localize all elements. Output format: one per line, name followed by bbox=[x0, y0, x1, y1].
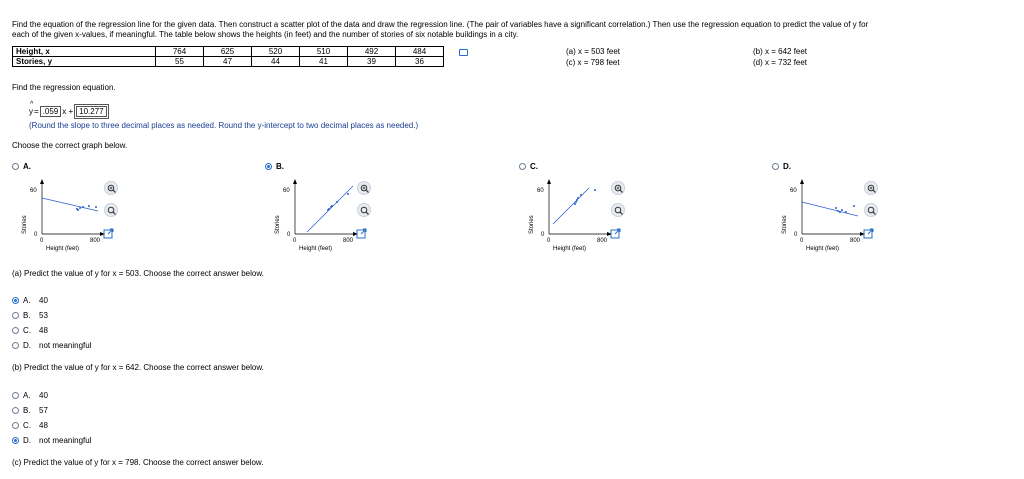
row-label-height: Height, x bbox=[13, 47, 156, 57]
hat-accent: ^ bbox=[30, 101, 34, 108]
answer-a-option-c[interactable] bbox=[12, 325, 48, 336]
table-cell: 47 bbox=[204, 57, 252, 67]
x-tick-0: 0 bbox=[547, 238, 551, 244]
y-tick-60: 60 bbox=[30, 188, 37, 194]
answer-b-option-b[interactable] bbox=[12, 405, 48, 416]
data-point bbox=[347, 193, 349, 195]
table-cell: 44 bbox=[252, 57, 300, 67]
table-cell: 510 bbox=[300, 47, 348, 57]
table-cell: 55 bbox=[156, 57, 204, 67]
option-letter: B. bbox=[23, 406, 31, 415]
answer-a-option-b[interactable] bbox=[12, 310, 48, 321]
option-text: 53 bbox=[39, 311, 48, 320]
part-b-label: (b) x = 642 feet bbox=[753, 47, 808, 56]
regression-line bbox=[553, 188, 589, 224]
option-text: not meaningful bbox=[39, 341, 92, 350]
copy-table-icon[interactable] bbox=[459, 49, 468, 56]
parts-list-right bbox=[753, 46, 807, 68]
table-cell: 484 bbox=[396, 47, 444, 57]
y-tick-60: 60 bbox=[283, 188, 290, 194]
option-letter: C. bbox=[23, 326, 31, 335]
part-a-label: (a) x = 503 feet bbox=[566, 47, 621, 56]
y-axis-arrow bbox=[293, 179, 297, 184]
parts-list-left bbox=[566, 46, 620, 68]
option-letter: B. bbox=[23, 311, 31, 320]
x-plus-text: x + bbox=[62, 107, 74, 116]
option-letter: D. bbox=[783, 162, 791, 171]
table-cell: 41 bbox=[300, 57, 348, 67]
graph-option-b[interactable] bbox=[265, 162, 284, 171]
regression-line bbox=[42, 198, 98, 211]
option-text: 48 bbox=[39, 421, 48, 430]
x-tick-800: 800 bbox=[90, 238, 101, 244]
data-point bbox=[580, 194, 582, 196]
x-axis-label: Height (feet) bbox=[806, 246, 840, 252]
radio-button[interactable] bbox=[12, 327, 19, 334]
data-point bbox=[853, 205, 855, 207]
option-letter: C. bbox=[530, 162, 538, 171]
expand-icon[interactable] bbox=[610, 228, 621, 241]
data-point bbox=[835, 207, 837, 209]
data-point bbox=[577, 197, 579, 199]
question-a-prompt: (a) Predict the value of y for x = 503. Choose the correct answer below. bbox=[12, 269, 264, 278]
row-label-stories: Stories, y bbox=[13, 57, 156, 67]
answer-b-option-c[interactable] bbox=[12, 420, 48, 431]
data-point bbox=[328, 208, 330, 210]
x-tick-0: 0 bbox=[40, 238, 44, 244]
zoom-in-icon[interactable] bbox=[104, 181, 118, 195]
data-point bbox=[82, 206, 84, 208]
radio-button[interactable] bbox=[12, 342, 19, 349]
problem-statement-line2: each of the given x-values, if meaningful. The table below shows the heights (in feet) and the number of stories of six notable buildings in a city. bbox=[12, 30, 519, 39]
regression-equation bbox=[29, 101, 109, 119]
radio-button[interactable] bbox=[12, 163, 19, 170]
table-row bbox=[13, 47, 444, 57]
option-letter: C. bbox=[23, 421, 31, 430]
data-table bbox=[12, 46, 444, 67]
answer-b-option-d[interactable] bbox=[12, 435, 91, 446]
option-letter: A. bbox=[23, 391, 31, 400]
zoom-out-icon[interactable] bbox=[864, 203, 878, 217]
data-point bbox=[837, 210, 839, 212]
radio-button-selected[interactable] bbox=[265, 163, 272, 170]
answer-a-option-d[interactable] bbox=[12, 340, 91, 351]
data-point bbox=[575, 201, 577, 203]
table-cell: 520 bbox=[252, 47, 300, 57]
option-letter: D. bbox=[23, 436, 31, 445]
option-text: 40 bbox=[39, 296, 48, 305]
radio-button[interactable] bbox=[772, 163, 779, 170]
y-tick-60: 60 bbox=[537, 188, 544, 194]
data-point bbox=[336, 201, 338, 203]
table-cell: 492 bbox=[348, 47, 396, 57]
expand-icon[interactable] bbox=[103, 228, 114, 241]
part-d-label: (d) x = 732 feet bbox=[753, 58, 808, 67]
data-point bbox=[841, 209, 843, 211]
data-point bbox=[845, 211, 847, 213]
data-point bbox=[79, 207, 81, 209]
option-letter: A. bbox=[23, 162, 31, 171]
y-axis-label: Stories bbox=[275, 215, 281, 234]
y-axis-arrow bbox=[547, 179, 551, 184]
data-point bbox=[574, 203, 576, 205]
radio-button[interactable] bbox=[12, 422, 19, 429]
x-tick-0: 0 bbox=[800, 238, 804, 244]
radio-button[interactable] bbox=[12, 407, 19, 414]
option-letter: A. bbox=[23, 296, 31, 305]
intercept-input-wrapper[interactable] bbox=[74, 104, 108, 119]
answer-a-option-a[interactable] bbox=[12, 295, 48, 306]
zoom-out-icon[interactable] bbox=[357, 203, 371, 217]
expand-icon[interactable] bbox=[356, 228, 367, 241]
zoom-in-icon[interactable] bbox=[357, 181, 371, 195]
option-letter: B. bbox=[276, 162, 284, 171]
problem-statement bbox=[12, 20, 1017, 40]
zoom-out-icon[interactable] bbox=[611, 203, 625, 217]
question-b-prompt: (b) Predict the value of y for x = 642. Choose the correct answer below. bbox=[12, 363, 264, 372]
table-cell: 764 bbox=[156, 47, 204, 57]
data-point bbox=[594, 189, 596, 191]
radio-button[interactable] bbox=[519, 163, 526, 170]
intercept-input[interactable]: 10.277 bbox=[76, 106, 106, 117]
regression-line bbox=[802, 202, 858, 216]
table-cell: 625 bbox=[204, 47, 252, 57]
y-axis-arrow bbox=[40, 179, 44, 184]
slope-input[interactable]: .059 bbox=[40, 106, 62, 117]
y-tick-60: 60 bbox=[790, 188, 797, 194]
graph-option-d[interactable] bbox=[772, 162, 791, 171]
x-tick-800: 800 bbox=[343, 238, 354, 244]
option-text: 48 bbox=[39, 326, 48, 335]
x-axis-label: Height (feet) bbox=[553, 246, 587, 252]
graph-prompt: Choose the correct graph below. bbox=[12, 141, 128, 150]
x-axis-label: Height (feet) bbox=[299, 246, 333, 252]
option-text: not meaningful bbox=[39, 436, 92, 445]
equals-sign: = bbox=[34, 107, 39, 116]
data-point bbox=[76, 208, 78, 210]
radio-button[interactable] bbox=[12, 392, 19, 399]
y-axis-label: Stories bbox=[782, 215, 788, 234]
x-tick-0: 0 bbox=[293, 238, 297, 244]
x-axis-label: Height (feet) bbox=[46, 246, 80, 252]
y-tick-0: 0 bbox=[34, 232, 38, 238]
option-letter: D. bbox=[23, 341, 31, 350]
question-c-prompt: (c) Predict the value of y for x = 798. Choose the correct answer below. bbox=[12, 458, 264, 467]
y-hat-symbol bbox=[29, 101, 34, 116]
data-point bbox=[839, 211, 841, 213]
problem-statement-line1: Find the equation of the regression line for the given data. Then construct a scatter plot of the data and draw the regression line. (The pair of variables have a significant correlation.) Then use the regression equation to predict the value of y for bbox=[12, 20, 869, 29]
data-point bbox=[95, 206, 97, 208]
answer-b-option-a[interactable] bbox=[12, 390, 48, 401]
y-axis-label: Stories bbox=[529, 215, 535, 234]
y-axis-label: Stories bbox=[22, 215, 28, 234]
x-tick-800: 800 bbox=[597, 238, 608, 244]
zoom-in-icon[interactable] bbox=[611, 181, 625, 195]
x-tick-800: 800 bbox=[850, 238, 861, 244]
rounding-hint: (Round the slope to three decimal places as needed. Round the y-intercept to two decimal places as needed.) bbox=[29, 121, 419, 130]
y-tick-0: 0 bbox=[541, 232, 545, 238]
table-cell: 39 bbox=[348, 57, 396, 67]
data-point bbox=[576, 199, 578, 201]
table-cell: 36 bbox=[396, 57, 444, 67]
y-tick-0: 0 bbox=[287, 232, 291, 238]
graph-option-c[interactable] bbox=[519, 162, 538, 171]
y-axis-arrow bbox=[800, 179, 804, 184]
graph-option-a[interactable] bbox=[12, 162, 31, 171]
part-c-label: (c) x = 798 feet bbox=[566, 58, 620, 67]
option-text: 40 bbox=[39, 391, 48, 400]
zoom-in-icon[interactable] bbox=[864, 181, 878, 195]
data-point bbox=[331, 205, 333, 207]
radio-button[interactable] bbox=[12, 312, 19, 319]
y-tick-0: 0 bbox=[794, 232, 798, 238]
radio-button-selected[interactable] bbox=[12, 437, 19, 444]
regression-prompt: Find the regression equation. bbox=[12, 83, 116, 92]
radio-button-selected[interactable] bbox=[12, 297, 19, 304]
expand-icon[interactable] bbox=[863, 228, 874, 241]
table-row bbox=[13, 57, 444, 67]
data-point bbox=[88, 205, 90, 207]
option-text: 57 bbox=[39, 406, 48, 415]
y-hat-letter: y bbox=[29, 107, 33, 116]
zoom-out-icon[interactable] bbox=[104, 203, 118, 217]
